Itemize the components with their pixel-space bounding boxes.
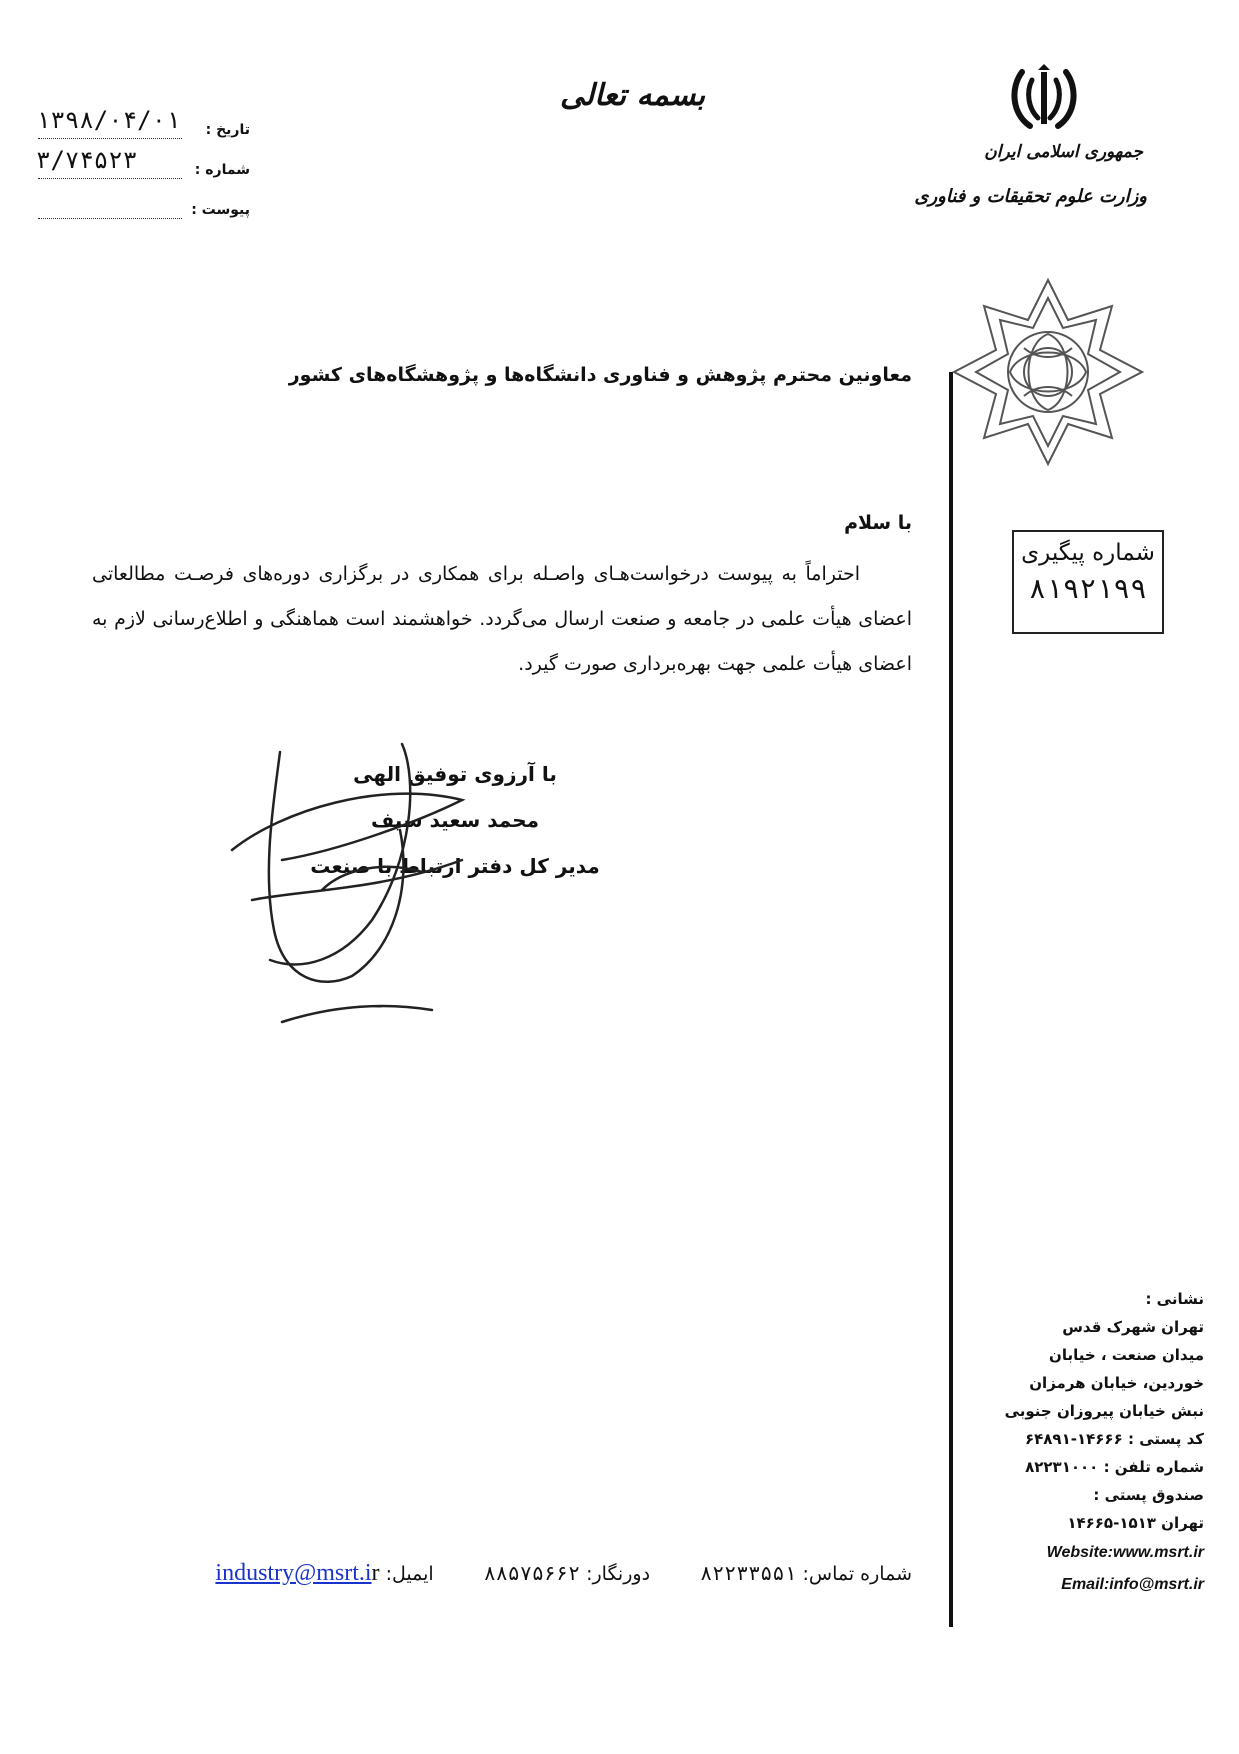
number-label: شماره : — [194, 162, 250, 178]
number-value: ۳/۷۴۵۲۳ — [36, 146, 138, 174]
basmala-heading: بسمه تعالی — [560, 78, 706, 113]
address-heading: نشانی : — [1145, 1290, 1204, 1308]
po-box: تهران ۱۵۱۳-۱۴۶۶۵ — [1067, 1514, 1204, 1532]
closing-wish: با آرزوی توفیق الهی — [353, 762, 557, 786]
address-line-4: نبش خیابان پیروزان جنوبی — [1004, 1402, 1204, 1420]
address-line-2: میدان صنعت ، خیابان — [1049, 1346, 1204, 1364]
ministry-email-link[interactable]: Email:info@msrt.ir — [1061, 1576, 1204, 1593]
date-row — [30, 106, 250, 150]
vertical-divider — [949, 372, 953, 1627]
contact-value: ۸۲۲۳۳۵۵۱ — [700, 1561, 797, 1585]
attachment-label: پیوست : — [191, 202, 250, 218]
country-name: جمهوری اسلامی ایران — [984, 142, 1143, 162]
footer-contact — [92, 1560, 912, 1587]
addressee: معاونین محترم پژوهش و فناوری دانشگاه‌ها و پژوهشگاه‌های کشور — [288, 364, 912, 386]
contact-label: شماره تماس: — [802, 1563, 912, 1585]
attachment-dotted-line — [38, 218, 182, 219]
ornament-icon — [950, 276, 1146, 468]
phone-number: شماره تلفن : ۸۲۲۳۱۰۰۰ — [1025, 1458, 1204, 1476]
letter-body — [92, 552, 912, 687]
number-row — [30, 146, 250, 190]
date-value: ۱۳۹۸/۰۴/۰۱ — [36, 106, 181, 134]
fax-item — [484, 1561, 650, 1585]
attachment-row — [30, 190, 250, 230]
letter-body-paragraph: احتراماً به پیوست درخواست‌هـای واصـله برای همکاری در برگزاری دوره‌های فرصـت مطالعاتی اعضای هیأت علمی در جامعه و صنعت ارسال می‌گردد. خواهشمند است هماهنگی و اطلاع‌رسانی لازم به اعضای هیأت علمی جهت بهره‌برداری صورت گیرد. — [92, 563, 912, 675]
address-line-1: تهران شهرک قدس — [1062, 1318, 1204, 1336]
contact-item — [700, 1561, 912, 1585]
fax-label: دورنگار: — [586, 1563, 651, 1585]
address-block — [954, 1285, 1204, 1601]
iran-emblem-icon — [1008, 62, 1080, 134]
date-label: تاریخ : — [205, 122, 250, 138]
handwritten-signature — [222, 740, 482, 1030]
tracking-label: شماره پیگیری — [1021, 540, 1155, 566]
number-dotted-line — [38, 178, 182, 179]
address-line-3: خوردین، خیابان هرمزان — [1029, 1374, 1204, 1392]
email-trailing-char: r — [371, 1560, 380, 1586]
fax-value: ۸۸۵۷۵۶۶۲ — [483, 1561, 581, 1585]
greeting: با سلام — [844, 512, 912, 534]
date-dotted-line — [38, 138, 182, 139]
po-box-label: صندوق پستی : — [1093, 1486, 1204, 1504]
website-link[interactable]: Website:www.msrt.ir — [1046, 1544, 1204, 1561]
postal-code: کد پستی : ۱۴۶۶۶-۶۴۸۹۱ — [1024, 1430, 1204, 1448]
tracking-value: ۸۱۹۲۱۹۹ — [1028, 572, 1147, 605]
tracking-number-box — [1012, 530, 1164, 634]
email-item — [215, 1560, 433, 1587]
email-label: ایمیل: — [385, 1563, 434, 1585]
signer-title: مدیر کل دفتر ارتباط با صنعت — [310, 854, 600, 878]
signer-name: محمد سعید سیف — [370, 808, 539, 832]
ministry-name: وزارت علوم تحقیقات و فناوری — [914, 186, 1147, 207]
industry-email-link[interactable]: industry@msrt.i — [215, 1560, 372, 1586]
